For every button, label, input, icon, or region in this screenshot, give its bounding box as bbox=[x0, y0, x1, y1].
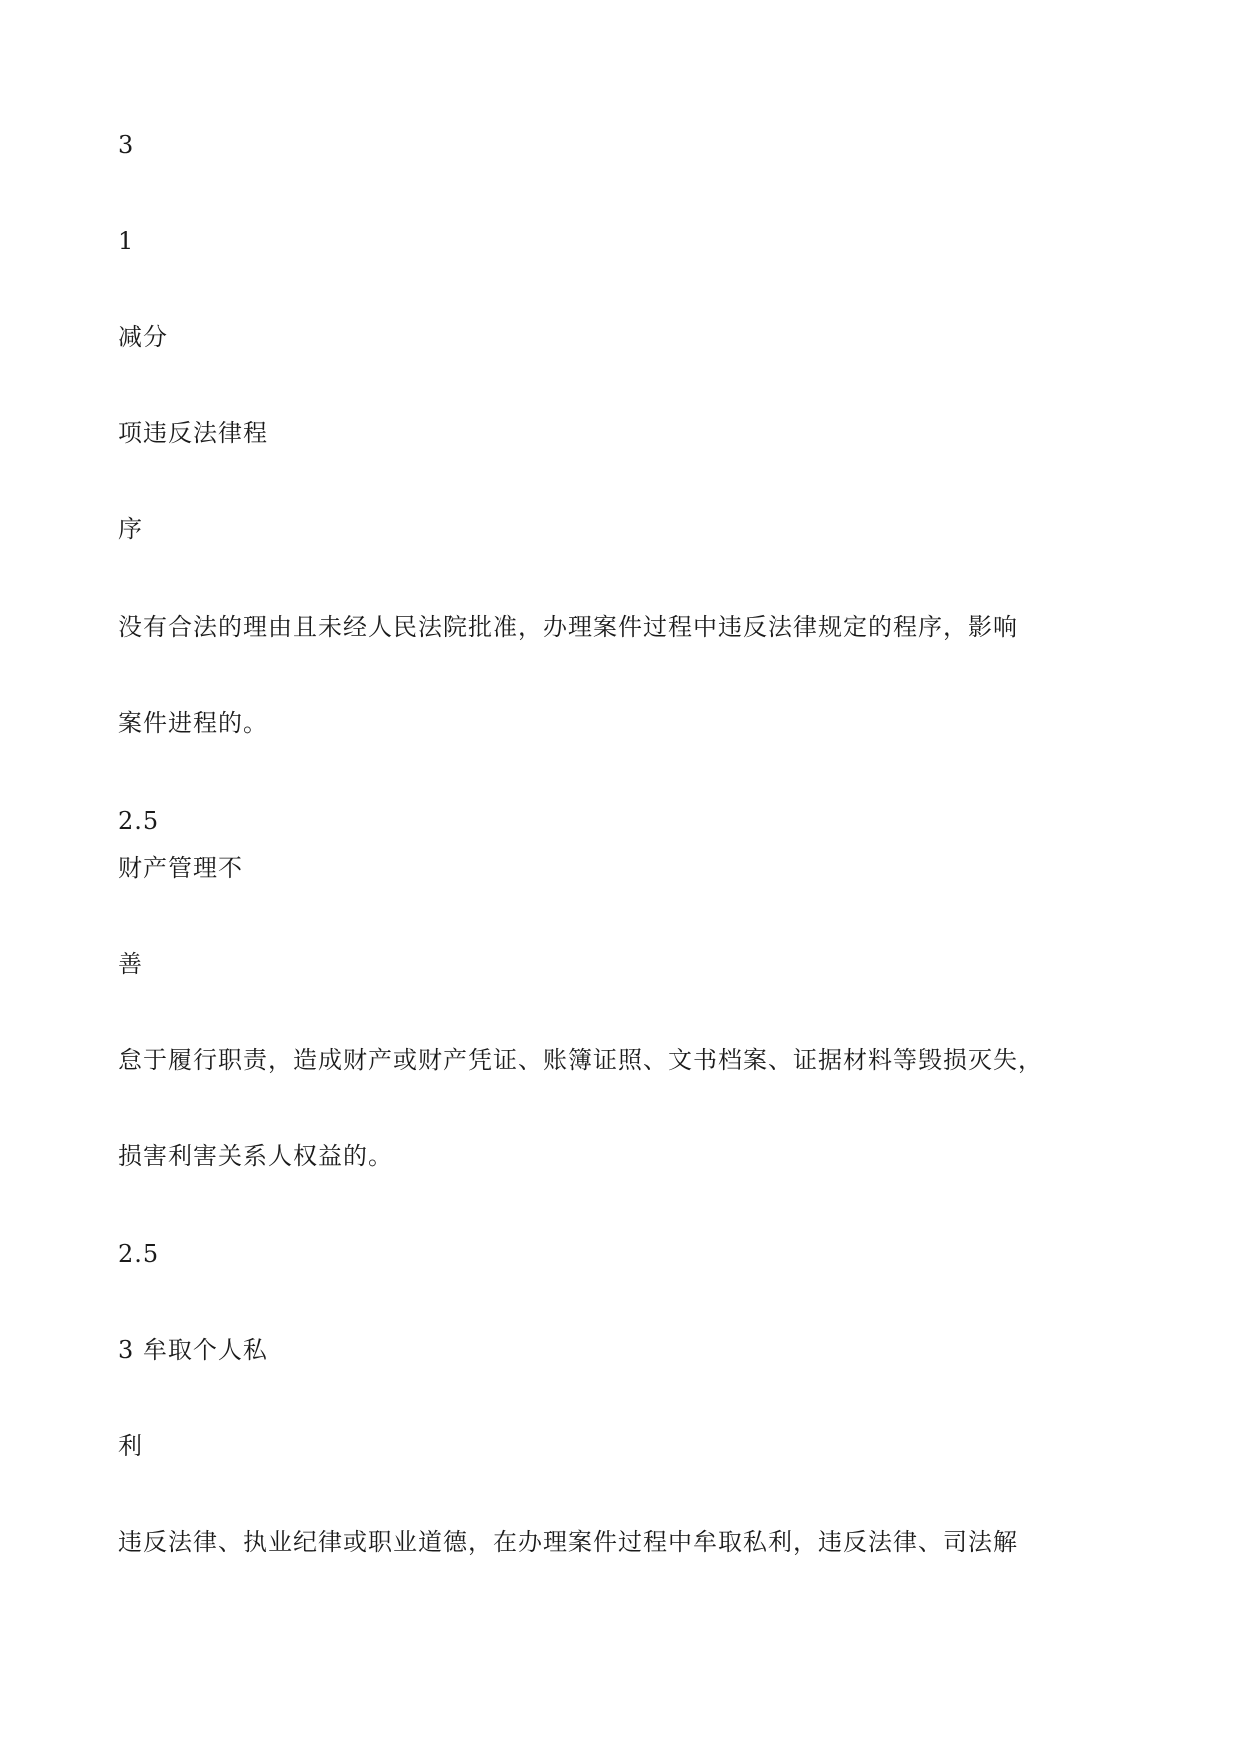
text-line: 1 bbox=[118, 227, 135, 255]
text-line: 怠于履行职责，造成财产或财产凭证、账簿证照、文书档案、证据材料等毁损灭失， bbox=[118, 1046, 1043, 1074]
text-line: 财产管理不 bbox=[118, 854, 243, 882]
text-line: 3 牟取个人私 bbox=[118, 1336, 268, 1364]
text-line: 违反法律、执业纪律或职业道德，在办理案件过程中牟取私利，违反法律、司法解 bbox=[118, 1528, 1018, 1556]
text-line: 项违反法律程 bbox=[118, 419, 268, 447]
text-line: 利 bbox=[118, 1432, 143, 1460]
text-line: 减分 bbox=[118, 323, 168, 351]
text-line: 2.5 bbox=[118, 807, 160, 835]
text-line: 损害利害关系人权益的。 bbox=[118, 1142, 393, 1170]
text-line: 3 bbox=[118, 131, 135, 159]
text-line: 2.5 bbox=[118, 1240, 160, 1268]
text-line: 序 bbox=[118, 515, 143, 543]
text-line: 没有合法的理由且未经人民法院批准，办理案件过程中违反法律规定的程序，影响 bbox=[118, 613, 1018, 641]
text-line: 案件进程的。 bbox=[118, 709, 268, 737]
text-line: 善 bbox=[118, 950, 143, 978]
